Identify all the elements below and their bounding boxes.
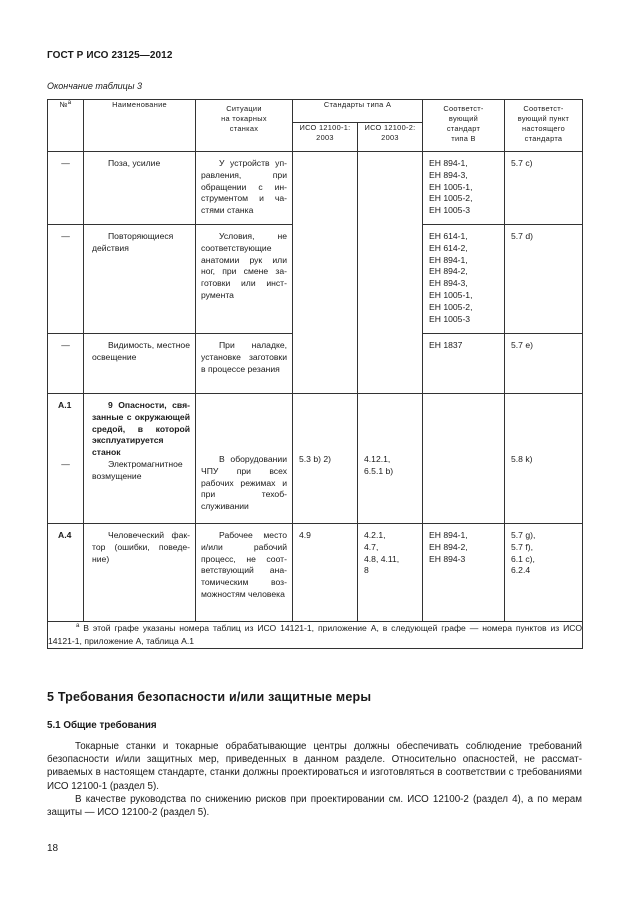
table-row <box>48 394 583 524</box>
header-iso-12100-1: ИСО 12100-1: 2003 <box>293 123 358 152</box>
row-point: 5.8 k) <box>511 454 533 464</box>
footnote-mark: а <box>76 623 80 629</box>
row-num: — <box>61 340 70 350</box>
row-situation: Условия, не соответствующие анатомии рук или ног, при смене заготовки или инструмента <box>201 231 287 300</box>
header-standards-a: Стандарты типа А <box>293 100 423 123</box>
header-situation: Ситуации на токарных станках <box>196 100 293 152</box>
table-footnote <box>48 622 583 649</box>
header-iso-12100-2: ИСО 12100-2: 2003 <box>358 123 423 152</box>
header-name: Наименование <box>84 100 196 152</box>
header-num: №$^а$ <box>48 100 84 152</box>
document-header: ГОСТ Р ИСО 23125—2012 <box>47 50 173 61</box>
row-situation: В оборудовании ЧПУ при всех рабочих режимах и при техобслуживании <box>201 454 287 512</box>
row-iso-a: 5.3 b) 2) <box>299 454 332 464</box>
footnote-text: В этой графе указаны номера таблиц из ИСО 14121-1, приложение А, в следующей графе — номера пунктов из ИСО 14121-1, приложение А, таблица А.1 <box>48 623 582 646</box>
row-name: Поза, усилие <box>108 158 161 168</box>
row-num: — <box>61 158 70 168</box>
table-row <box>48 152 583 225</box>
header-point: Соответст- вующий пункт настоящего стандарта <box>505 100 583 152</box>
row-standard-b: ЕН 894-1, ЕН 894-2, ЕН 894-3 <box>429 530 468 564</box>
subsection-title: 5.1 Общие требования <box>47 720 157 731</box>
row-point: 5.7 e) <box>511 340 533 350</box>
page-number: 18 <box>47 843 59 854</box>
row-name: Электромагнитное возмущение <box>92 458 183 481</box>
table-row <box>48 524 583 622</box>
row-standard-b: ЕН 614-1, ЕН 614-2, ЕН 894-1, ЕН 894-2, ЕН 894-3, ЕН 1005-1, ЕН 1005-2, ЕН 1005-3 <box>429 231 473 324</box>
row-name: Человеческий фактор (ошибки, поведение) <box>92 530 190 564</box>
row-situation: У устройств управления, при обращении с инструментом и частями станка <box>201 158 287 216</box>
paragraph: В качестве руководства по снижению рисков при проектировании см. ИСО 12100-2 (раздел 4), а по мерам защиты — ИСО 12100-2 (раздел 5). <box>47 793 582 819</box>
row-point: 5.7 c) <box>511 158 533 168</box>
row-name: Повторяющиеся действия <box>92 231 174 253</box>
group-title: 9 Опасности, связанные с окружающей средой, в которой эксплуатируется станок <box>92 400 190 458</box>
row-point: 5.7 d) <box>511 231 533 241</box>
row-point: 5.7 g), 5.7 f), 6.1 c), 6.2.4 <box>511 530 536 576</box>
row-num: — <box>61 231 70 241</box>
row-num: — <box>61 458 70 469</box>
table-caption: Окончание таблицы 3 <box>47 81 142 91</box>
hazards-table <box>47 99 583 649</box>
row-standard-b: ЕН 894-1, ЕН 894-3, ЕН 1005-1, ЕН 1005-2, ЕН 1005-3 <box>429 158 473 216</box>
row-situation: При наладке, установке заготовки в процессе резания <box>201 340 287 374</box>
row-iso-b: 4.2.1, 4.7, 4.8, 4.11, 8 <box>364 530 400 576</box>
row-situation: Рабочее место и/или рабочий процесс, не соответствующий анатомическим возможностям человека <box>201 530 287 599</box>
row-iso-b: 4.12.1, 6.5.1 b) <box>364 454 394 476</box>
row-iso-a: 4.9 <box>299 530 311 540</box>
group-num: А.1 <box>58 400 72 410</box>
group-num: А.4 <box>58 530 72 540</box>
row-name: Видимость, местное освещение <box>92 340 190 362</box>
section-body <box>47 740 582 819</box>
header-standard-b: Соответст- вующий стандарт типа В <box>423 100 505 152</box>
row-standard-b: ЕН 1837 <box>429 340 463 350</box>
paragraph: Токарные станки и токарные обрабатывающие центры должны обеспечивать соблюдение требований безопасности и/или защитных мер, приведенных в данном разделе. Относительно опасностей, не рассматриваемых в настоящем стандарте, станки должны проектироваться и изготовляться в соответствии с требованиями ИСО 12100-1 (раздел 5). <box>47 741 582 792</box>
section-title: 5 Требования безопасности и/или защитные меры <box>47 690 372 704</box>
